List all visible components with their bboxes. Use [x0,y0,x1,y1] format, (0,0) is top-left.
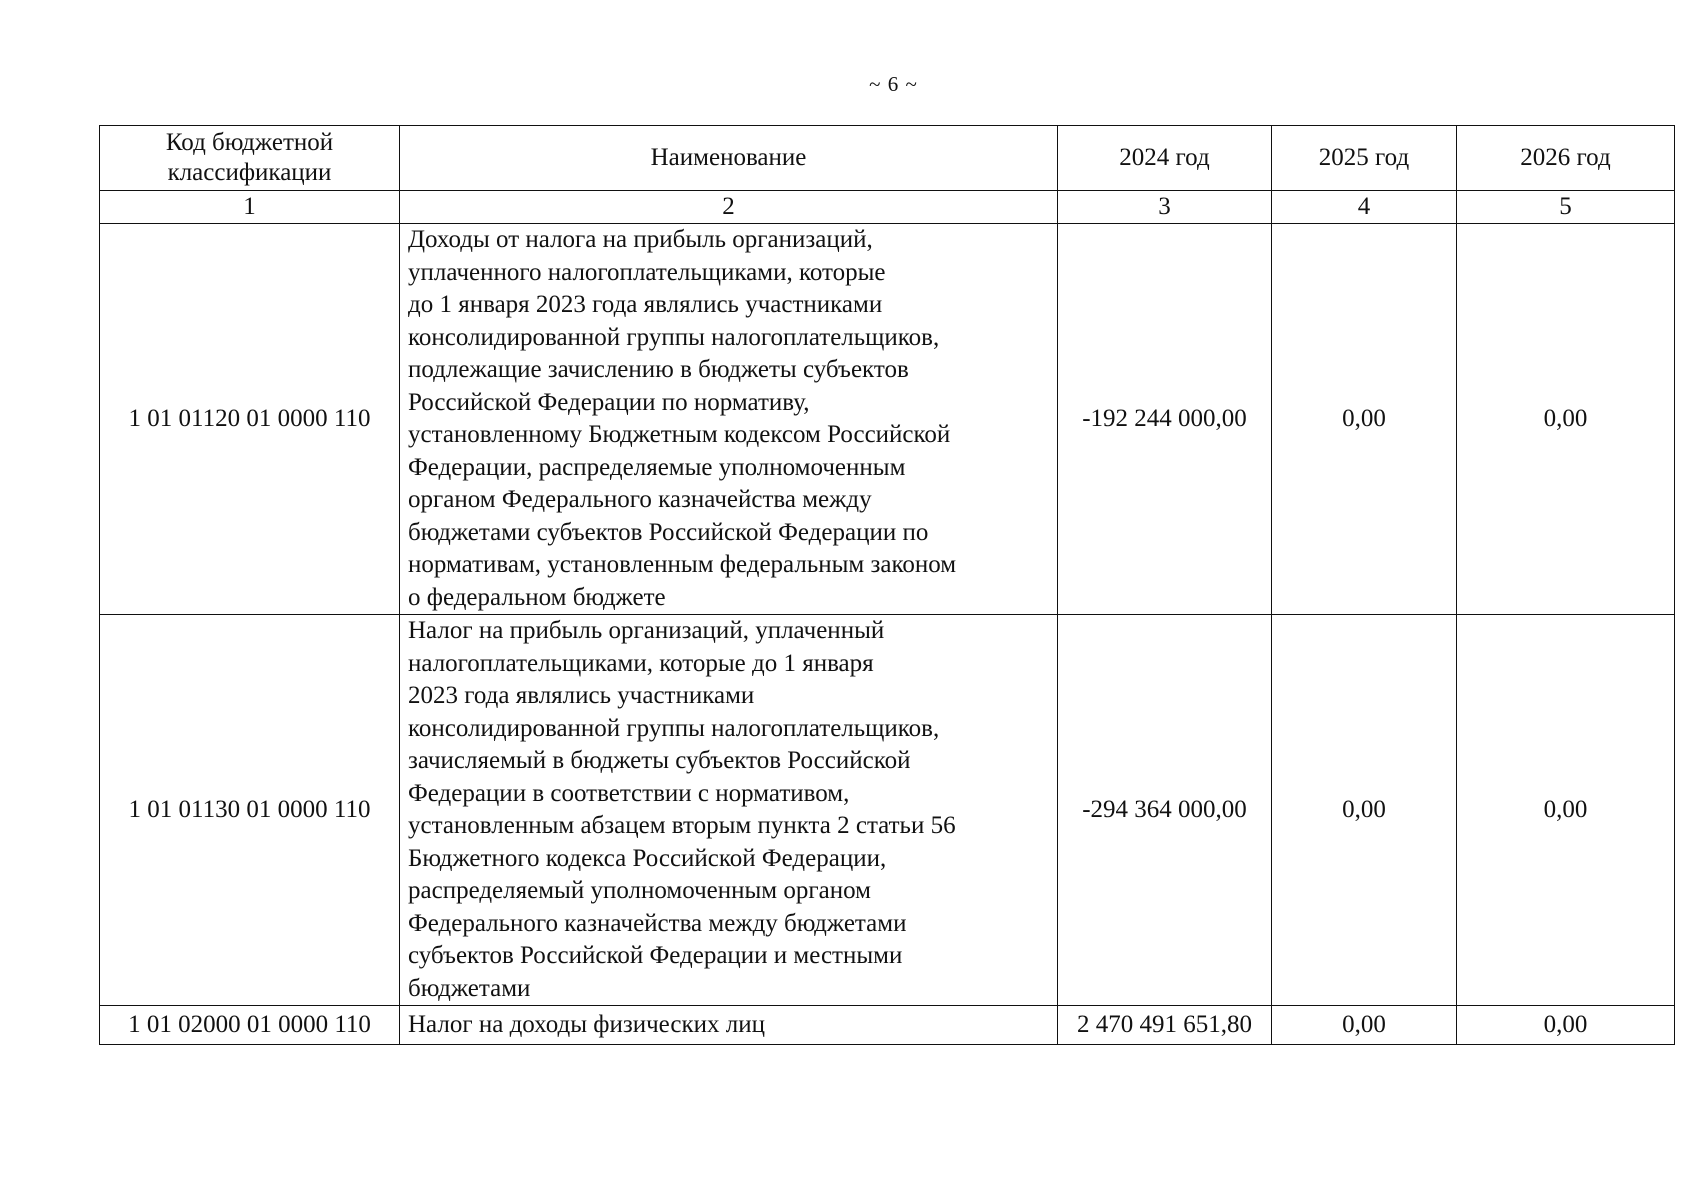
name-line: Налог на прибыль организаций, уплаченный [408,617,885,644]
name-line: уплаченного налогоплательщиками, которые [408,258,886,286]
header-2026: 2026 год [1457,126,1675,191]
budget-code-cell: 1 01 01120 01 0000 110 [100,224,400,615]
page-number: ~ 6 ~ [869,72,918,96]
table-row [100,615,1675,1006]
name-line: установленным абзацем вторым пункта 2 статьи 56 [408,812,956,839]
name-line: консолидированной группы налогоплательщиков, [408,323,940,351]
name-line: 2023 года являлись участниками [408,682,755,709]
column-number: 2 [400,191,1058,224]
budget-code-cell: 1 01 01130 01 0000 110 [100,615,400,1006]
name-line: Федерации, распределяемые уполномоченным [408,453,906,481]
name-line: установленному Бюджетным кодексом Российской [408,421,951,448]
name-line: субъектов Российской Федерации и местными [408,942,903,969]
name-line: Доходы от налога на прибыль организаций, [408,226,873,253]
name-line: Российской Федерации по нормативу, [408,388,810,416]
name-line: органом Федерального казначейства между [408,486,872,513]
table-row [100,1006,1675,1045]
name-line: нормативам, установленным федеральным законом [408,551,957,578]
budget-revenue-table [99,125,1675,1045]
amount-2024-cell: -294 364 000,00 [1058,615,1272,1006]
column-number-row [100,191,1675,224]
table-header-row [100,126,1675,191]
name-line: до 1 января 2023 года являлись участниками [408,291,883,318]
name-line: Бюджетного кодекса Российской Федерации, [408,844,887,872]
amount-2026-cell: 0,00 [1457,1006,1675,1045]
name-line: бюджетами субъектов Российской Федерации по [408,518,929,546]
name-line: Налог на доходы физических лиц [408,1010,765,1038]
name-line: о федеральном бюджете [408,583,666,611]
name-cell [400,1006,1058,1045]
budget-code-cell: 1 01 02000 01 0000 110 [100,1006,400,1045]
amount-2025-cell: 0,00 [1272,615,1457,1006]
header-budget-code: Код бюджетной классификации [100,126,400,191]
column-number: 5 [1457,191,1675,224]
column-number: 1 [100,191,400,224]
name-line: Федерации в соответствии с нормативом, [408,779,850,807]
column-number: 3 [1058,191,1272,224]
column-number: 4 [1272,191,1457,224]
name-line: налогоплательщиками, которые до 1 января [408,649,874,677]
header-name: Наименование [400,126,1058,191]
name-cell [400,224,1058,615]
header-2024: 2024 год [1058,126,1272,191]
name-line: Федерального казначейства между бюджетами [408,909,907,937]
header-2025: 2025 год [1272,126,1457,191]
name-line: подлежащие зачислению в бюджеты субъектов [408,356,909,383]
name-line: бюджетами [408,974,531,1002]
amount-2024-cell: -192 244 000,00 [1058,224,1272,615]
name-line: консолидированной группы налогоплательщиков, [408,714,940,742]
amount-2025-cell: 0,00 [1272,224,1457,615]
amount-2026-cell: 0,00 [1457,224,1675,615]
table-row [100,224,1675,615]
amount-2025-cell: 0,00 [1272,1006,1457,1045]
amount-2024-cell: 2 470 491 651,80 [1058,1006,1272,1045]
name-line: зачисляемый в бюджеты субъектов Российской [408,747,911,774]
amount-2026-cell: 0,00 [1457,615,1675,1006]
name-cell [400,615,1058,1006]
name-line: распределяемый уполномоченным органом [408,877,871,904]
